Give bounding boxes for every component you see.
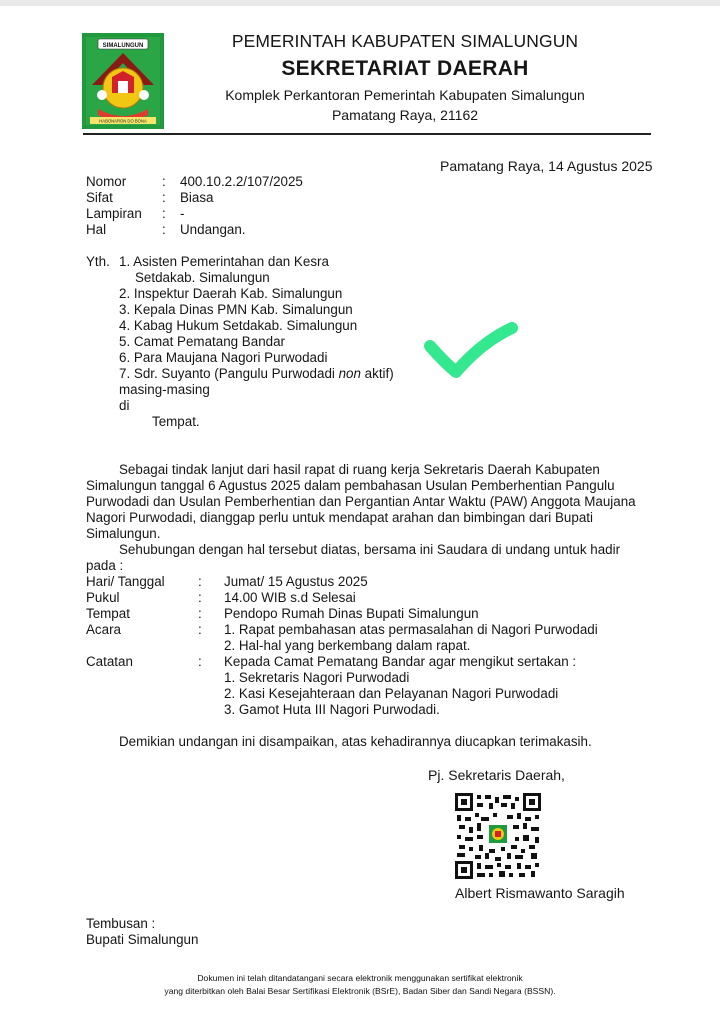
body-line: Purwodadi dan Usulan Pemberhentian dan Pergantian Antar Waktu (PAW) Anggota Maujana	[86, 494, 636, 509]
body-line: Nagori Purwodadi, dianggap perlu untuk mendapat arahan dan bimbingan dari Bupati	[86, 510, 593, 525]
footer-note-line-2: yang diterbitkan oleh Balai Besar Sertifikasi Elektronik (BSrE), Badan Siber dan Sandi Negara (BSSN).	[164, 986, 556, 996]
schedule-value: 1. Sekretaris Nagori Purwodadi	[224, 670, 410, 685]
letterhead-divider	[83, 133, 651, 135]
meta-label: Lampiran	[86, 206, 142, 221]
meta-label: Sifat	[86, 190, 113, 205]
body-line: pada :	[86, 558, 124, 573]
letterhead-address: Komplek Perkantoran Pemerintah Kabupaten Simalungun	[225, 87, 585, 103]
schedule-label: Hari/ Tanggal	[86, 574, 165, 589]
addressee-item: 6. Para Maujana Nagori Purwodadi	[119, 350, 328, 365]
schedule-colon: :	[198, 622, 202, 637]
signature-qr-code	[455, 793, 541, 879]
schedule-colon: :	[198, 590, 202, 605]
addressee-item: 5. Camat Pematang Bandar	[119, 334, 285, 349]
checkmark-icon	[422, 322, 522, 384]
meta-label: Nomor	[86, 174, 127, 189]
masing-masing: masing-masing	[119, 382, 210, 397]
letterhead-office: SEKRETARIAT DAERAH	[281, 57, 529, 80]
addressee-item: 3. Kepala Dinas PMN Kab. Simalungun	[119, 302, 353, 317]
tempat-label: Tempat.	[152, 414, 200, 429]
closing-sentence: Demikian undangan ini disampaikan, atas kehadirannya diucapkan terimakasih.	[119, 734, 592, 749]
schedule-colon: :	[198, 606, 202, 621]
body-line: Simalungun.	[86, 526, 161, 541]
yth-label: Yth.	[86, 254, 110, 269]
meta-colon: :	[162, 190, 166, 205]
body-line: Sebagai tindak lanjut dari hasil rapat di ruang kerja Sekretaris Daerah Kabupaten	[119, 462, 600, 477]
svg-text:HABONARON DO BONA: HABONARON DO BONA	[99, 118, 147, 124]
addressee-item-7-end: aktif)	[360, 366, 394, 381]
schedule-colon: :	[198, 574, 202, 589]
cc-item: Bupati Simalungun	[86, 932, 199, 947]
schedule-label: Pukul	[86, 590, 120, 605]
schedule-value: 1. Rapat pembahasan atas permasalahan di Nagori Purwodadi	[224, 622, 598, 637]
schedule-value: 3. Gamot Huta III Nagori Purwodadi.	[224, 702, 440, 717]
schedule-label: Catatan	[86, 654, 133, 669]
letter-date: Pamatang Raya, 14 Agustus 2025	[440, 158, 653, 174]
addressee-item-7-text: 7. Sdr. Suyanto (Pangulu Purwodadi	[119, 366, 339, 381]
schedule-value: 2. Kasi Kesejahteraan dan Pelayanan Nagori Purwodadi	[224, 686, 559, 701]
meta-value: 400.10.2.2/107/2025	[180, 174, 303, 189]
footer-note-line-1: Dokumen ini telah ditandatangani secara elektronik menggunakan sertifikat elektronik	[197, 973, 523, 983]
schedule-value: Kepada Camat Pematang Bandar agar mengikut sertakan :	[224, 654, 577, 669]
addressee-item: 4. Kabag Hukum Setdakab. Simalungun	[119, 318, 358, 333]
body-line: Simalungun tanggal 6 Agustus 2025 dalam pembahasan Usulan Pemberhentian Pangulu	[86, 478, 615, 493]
meta-label: Hal	[86, 222, 107, 237]
letterhead-government: PEMERINTAH KABUPATEN SIMALUNGUN	[231, 31, 579, 51]
schedule-label: Tempat	[86, 606, 130, 621]
schedule-value: Pendopo Rumah Dinas Bupati Simalungun	[224, 606, 479, 621]
svg-text:SIMALUNGUN: SIMALUNGUN	[102, 43, 144, 49]
schedule-value: 14.00 WIB s.d Selesai	[224, 590, 356, 605]
meta-value: Biasa	[180, 190, 214, 205]
signature-title: Pj. Sekretaris Daerah,	[428, 767, 565, 783]
meta-colon: :	[162, 174, 166, 189]
di-label: di	[119, 398, 130, 413]
letterhead-city: Pamatang Raya, 21162	[331, 107, 479, 123]
addressee-item: Setdakab. Simalungun	[135, 270, 270, 285]
schedule-value: 2. Hal-hal yang berkembang dalam rapat.	[224, 638, 471, 653]
meta-value: Undangan.	[180, 222, 246, 237]
meta-colon: :	[162, 206, 166, 221]
meta-colon: :	[162, 222, 166, 237]
body-line: Sehubungan dengan hal tersebut diatas, bersama ini Saudara di undang untuk hadir	[119, 542, 621, 557]
schedule-label: Acara	[86, 622, 121, 637]
addressee-item: 1. Asisten Pemerintahan dan Kesra	[119, 254, 329, 269]
signatory-name: Albert Rismawanto Saragih	[455, 885, 625, 901]
addressee-item: 2. Inspektur Daerah Kab. Simalungun	[119, 286, 343, 301]
addressee-item-7	[119, 366, 394, 382]
schedule-colon: :	[198, 654, 202, 669]
addressee-item-7-italic: non	[338, 366, 361, 381]
meta-value: -	[180, 206, 185, 221]
cc-label: Tembusan :	[86, 916, 156, 931]
top-edge-bar	[0, 0, 720, 6]
schedule-value: Jumat/ 15 Agustus 2025	[224, 574, 368, 589]
